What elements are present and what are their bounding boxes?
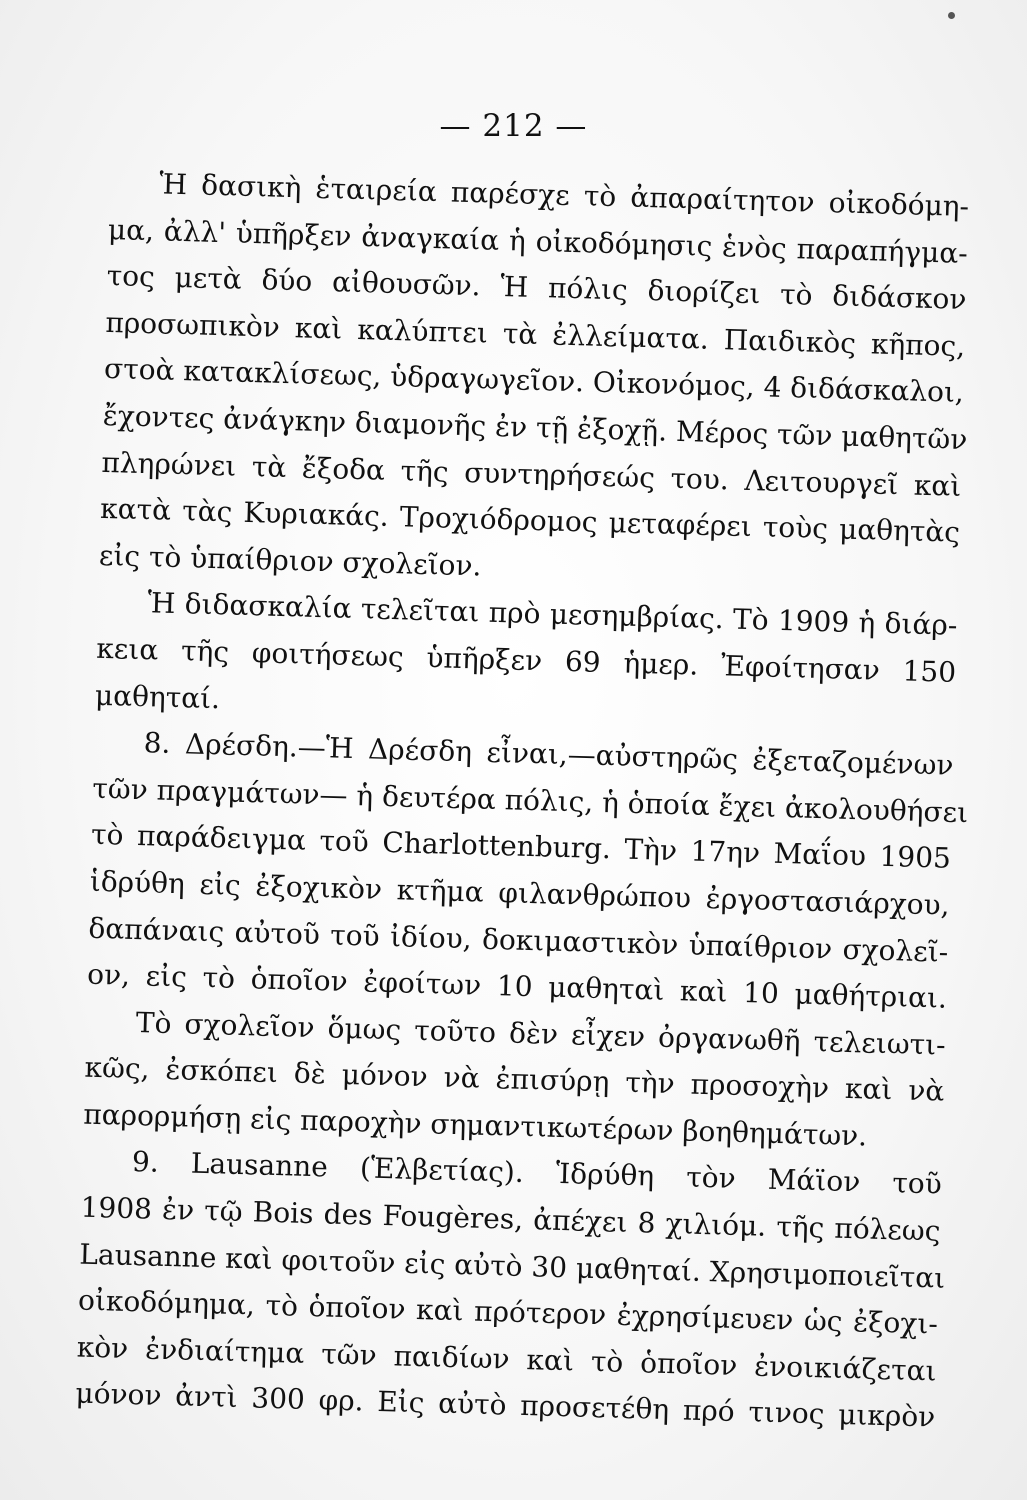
text-line: 9. Lausanne (Ἑλβετίας). Ἱδρύθη τὸν Μάϊον τοῦ [131, 1145, 943, 1202]
text-line: Ἡ δασικὴ ἑταιρεία παρέσχε τὸ ἀπαραίτητον οἰκοδόμη- [158, 167, 970, 223]
text-line: τος μετὰ δύο αἰθουσῶν. Ἡ πόλις διορίζει τὸ διδάσκον [106, 259, 967, 317]
text-line: τὸ παράδειγμα τοῦ Charlottenburg. Τὴν 17ην Μαΐου 1905 [90, 818, 952, 876]
text-line: 8. Δρέσδη.—Ἡ Δρέσδη εἶναι,—αὐστηρῶς ἐξεταζομένων [143, 726, 954, 782]
text-line: κατὰ τὰς Κυριακάς. Τροχιόδρομος μεταφέρει τοὺς μαθητὰς [99, 492, 961, 550]
text-line: κεια τῆς φοιτήσεως ὑπῆρξεν 69 ἡμερ. Ἐφοίτησαν 150 [95, 631, 957, 689]
text-line: εἰς τὸ ὑπαίθριον σχολεῖον. [98, 538, 482, 583]
body-text [75, 160, 970, 1442]
text-line: κῶς, ἐσκόπει δὲ μόνον νὰ ἐπισύρῃ τὴν προσοχὴν καὶ νὰ [84, 1050, 945, 1108]
text-line: ἱδρύθη εἰς ἐξοχικὸν κτῆμα φιλανθρώπου ἐργοστασιάρχου, [89, 864, 950, 922]
text-line: ον, εἰς τὸ ὁποῖον ἐφοίτων 10 μαθηταὶ καὶ 10 μαθήτριαι. [86, 957, 948, 1015]
text-line: οἰκοδόμημα, τὸ ὁποῖον καὶ πρότερον ἐχρησίμευεν ὡς ἐξοχι- [77, 1283, 939, 1341]
text-line: παρορμήσῃ εἰς παροχὴν σημαντικωτέρων βοηθημάτων. [82, 1097, 868, 1153]
text-line: προσωπικὸν καὶ καλύπτει τὰ ἐλλείματα. Παιδικὸς κῆπος, [105, 305, 966, 363]
text-line: κὸν ἐνδιαίτημα τῶν παιδίων καὶ τὸ ὁποῖον ἐνοικιάζεται [76, 1330, 937, 1388]
text-line: Lausanne καὶ φοιτοῦν εἰς αὐτὸ 30 μαθηταί. Χρησιμοποιεῖται [78, 1237, 946, 1295]
text-line: Ἡ διδασκαλία τελεῖται πρὸ μεσημβρίας. Τὸ 1909 ἡ διάρ- [147, 586, 958, 643]
page-number: — 212 — [439, 108, 588, 144]
text-line: μαθηταί. [94, 678, 221, 715]
text-line: πληρώνει τὰ ἔξοδα τῆς συντηρήσεώς του. Λειτουργεῖ καὶ [101, 445, 962, 503]
text-line: δαπάναις αὐτοῦ τοῦ ἰδίου, δοκιμαστικὸν ὑπαίθριον σχολεῖ- [88, 911, 949, 969]
ink-speck [948, 12, 955, 19]
text-line: 1908 ἐν τῷ Bois des Fougères, ἀπέχει 8 χιλιόμ. τῆς πόλεως [80, 1190, 941, 1248]
text-line: Τὸ σχολεῖον ὅμως τοῦτο δὲν εἶχεν ὀργανωθῆ τελειωτι- [135, 1005, 947, 1062]
text-line: στοὰ κατακλίσεως, ὑδραγωγεῖον. Οἰκονόμος, 4 διδάσκαλοι, [103, 352, 965, 410]
text-line: μα, ἀλλ' ὑπῆρξεν ἀναγκαία ἡ οἰκοδόμησις ἑνὸς παραπήγμα- [107, 212, 969, 270]
text-line: μόνον ἀντὶ 300 φρ. Εἰς αὐτὸ προσετέθη πρό τινος μικρὸν [75, 1376, 936, 1434]
text-line: ἔχοντες ἀνάγκην διαμονῆς ἐν τῇ ἐξοχῇ. Μέρος τῶν μαθητῶν [102, 398, 968, 457]
text-line: τῶν πραγμάτων— ἡ δευτέρα πόλις, ἡ ὁποία ἔχει ἀκολουθήσει [91, 771, 969, 829]
